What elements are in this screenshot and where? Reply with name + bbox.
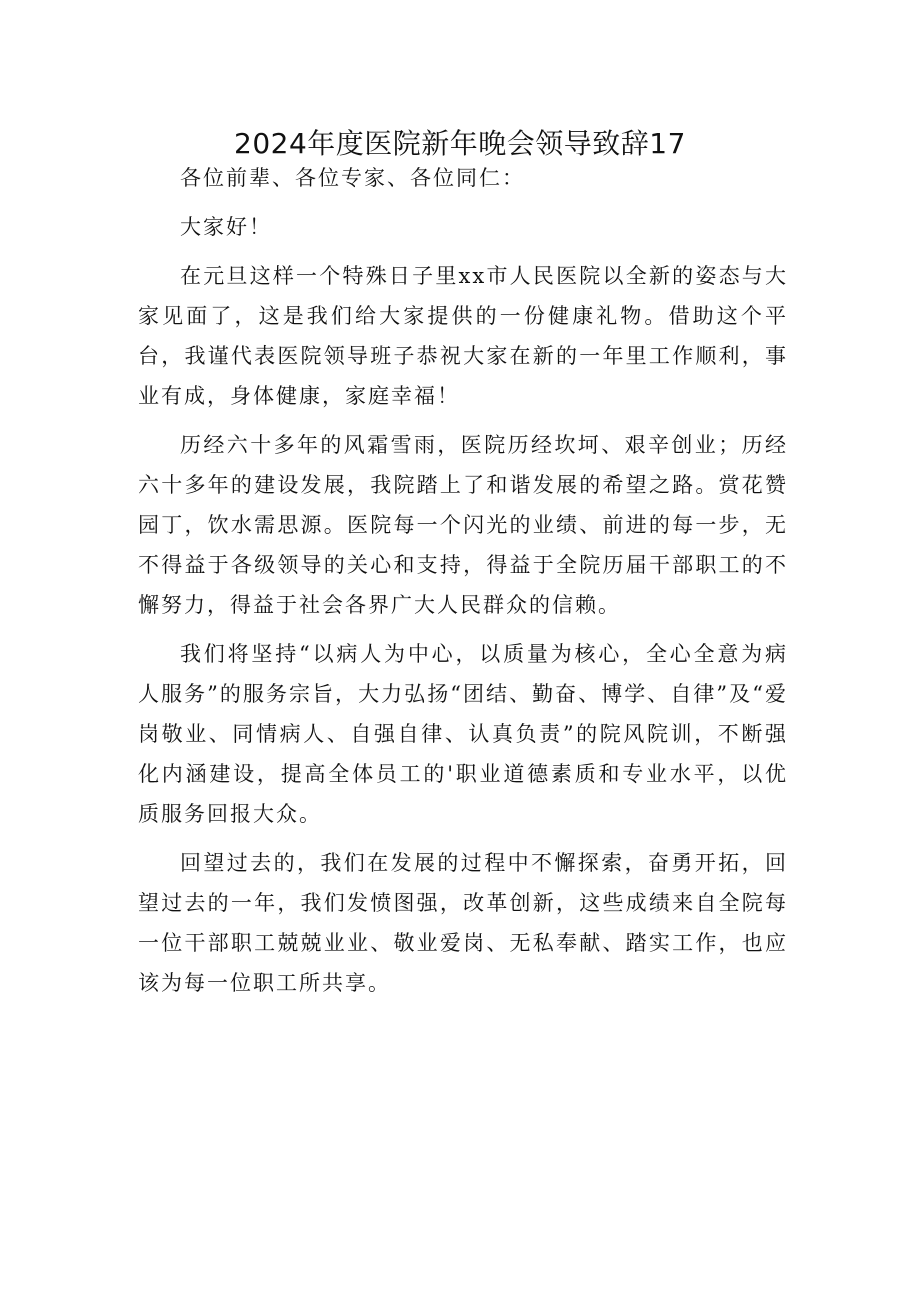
document-title: 2024年度医院新年晚会领导致辞17 <box>234 127 686 160</box>
paragraph-greeting: 大家好！ <box>180 215 272 239</box>
paragraph-history: 历经六十多年的风霜雪雨，医院历经坎坷、艰辛创业；历经六十多年的建设发展，我院踏上了和谐发展的希望之路。赏花赞园丁，饮水需思源。医院每一个闪光的业绩、前进的每一步，无不得益于各级领导的关心和支持，得益于全院历届干部职工的不懈努力，得益于社会各界广大人民群众的信赖。 <box>138 433 788 617</box>
paragraph-review: 回望过去的，我们在发展的过程中不懈探索，奋勇开拓，回望过去的一年，我们发愤图强，改革创新，这些成绩来自全院每一位干部职工兢兢业业、敬业爱岗、无私奉献、踏实工作，也应该为每一位职工所共享。 <box>138 851 788 995</box>
document-body <box>138 158 788 1003</box>
paragraph-salutation: 各位前辈、各位专家、各位同仁： <box>180 166 525 190</box>
paragraph-service-mission: 我们将坚持“以病人为中心，以质量为核心，全心全意为病人服务”的服务宗旨，大力弘扬“团结、勤奋、博学、自律”及“爱岗敬业、同情病人、自强自律、认真负责”的院风院训，不断强化内涵建设，提高全体员工的'职业道德素质和专业水平，以优质服务回报大众。 <box>138 642 788 826</box>
paragraph-new-year-wishes: 在元旦这样一个特殊日子里xx市人民医院以全新的姿态与大家见面了，这是我们给大家提供的一份健康礼物。借助这个平台，我谨代表医院领导班子恭祝大家在新的一年里工作顺利，事业有成，身体健康，家庭幸福！ <box>138 264 788 408</box>
